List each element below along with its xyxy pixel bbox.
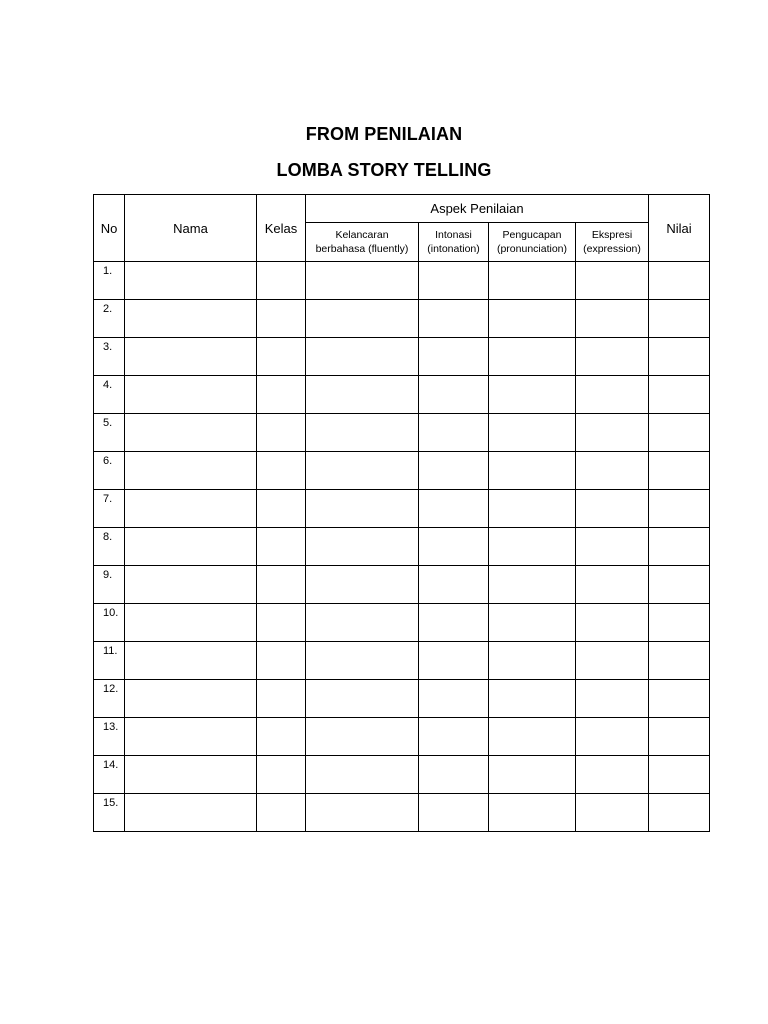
header-ekspresi — [576, 223, 649, 262]
pengucapan-cell[interactable] — [489, 566, 576, 604]
nama-cell[interactable] — [125, 642, 257, 680]
kelas-cell[interactable] — [257, 642, 306, 680]
kelancaran-cell[interactable] — [306, 756, 419, 794]
kelas-cell[interactable] — [257, 376, 306, 414]
table-row — [94, 680, 710, 718]
header-aspek-penilaian: Aspek Penilaian — [306, 195, 649, 223]
nama-cell[interactable] — [125, 414, 257, 452]
kelas-cell[interactable] — [257, 604, 306, 642]
header-pengucapan-line2: (pronunciation) — [496, 243, 568, 255]
row-number: 7. — [94, 490, 125, 528]
kelancaran-cell[interactable] — [306, 794, 419, 832]
pengucapan-cell[interactable] — [489, 300, 576, 338]
kelas-cell[interactable] — [257, 452, 306, 490]
intonasi-cell[interactable] — [419, 756, 489, 794]
header-ekspresi-line1: Ekspresi — [591, 229, 633, 241]
table-row — [94, 756, 710, 794]
intonasi-cell[interactable] — [419, 566, 489, 604]
table-row — [94, 452, 710, 490]
intonasi-cell[interactable] — [419, 300, 489, 338]
kelancaran-cell[interactable] — [306, 642, 419, 680]
nilai-cell[interactable] — [649, 680, 710, 718]
kelancaran-cell[interactable] — [306, 566, 419, 604]
pengucapan-cell[interactable] — [489, 452, 576, 490]
ekspresi-cell[interactable] — [576, 414, 649, 452]
header-kelancaran — [306, 223, 419, 262]
nilai-cell[interactable] — [649, 452, 710, 490]
form-title: FROM PENILAIAN — [305, 124, 463, 144]
nama-cell[interactable] — [125, 756, 257, 794]
nama-cell[interactable] — [125, 604, 257, 642]
header-nama: Nama — [125, 195, 257, 262]
pengucapan-cell[interactable] — [489, 680, 576, 718]
intonasi-cell[interactable] — [419, 604, 489, 642]
ekspresi-cell[interactable] — [576, 642, 649, 680]
nama-cell[interactable] — [125, 528, 257, 566]
ekspresi-cell[interactable] — [576, 604, 649, 642]
row-number: 10. — [94, 604, 125, 642]
table-row — [94, 528, 710, 566]
pengucapan-cell[interactable] — [489, 756, 576, 794]
kelas-cell[interactable] — [257, 490, 306, 528]
table-row — [94, 338, 710, 376]
nama-cell[interactable] — [125, 718, 257, 756]
table-row — [94, 642, 710, 680]
nilai-cell[interactable] — [649, 262, 710, 300]
table-row — [94, 490, 710, 528]
ekspresi-cell[interactable] — [576, 376, 649, 414]
ekspresi-cell[interactable] — [576, 680, 649, 718]
nama-cell[interactable] — [125, 566, 257, 604]
ekspresi-cell[interactable] — [576, 490, 649, 528]
table-row — [94, 414, 710, 452]
ekspresi-cell[interactable] — [576, 300, 649, 338]
kelas-cell[interactable] — [257, 680, 306, 718]
intonasi-cell[interactable] — [419, 376, 489, 414]
pengucapan-cell[interactable] — [489, 718, 576, 756]
nilai-cell[interactable] — [649, 414, 710, 452]
kelas-cell[interactable] — [257, 756, 306, 794]
row-number: 12. — [94, 680, 125, 718]
header-nilai: Nilai — [649, 195, 710, 262]
header-intonasi-line2: (intonation) — [427, 243, 480, 255]
kelas-cell[interactable] — [257, 338, 306, 376]
kelancaran-cell[interactable] — [306, 604, 419, 642]
nilai-cell[interactable] — [649, 604, 710, 642]
table-row — [94, 604, 710, 642]
nama-cell[interactable] — [125, 300, 257, 338]
row-number: 15. — [94, 794, 125, 832]
header-intonasi — [419, 223, 489, 262]
kelancaran-cell[interactable] — [306, 376, 419, 414]
row-number: 13. — [94, 718, 125, 756]
table-row — [94, 300, 710, 338]
intonasi-cell[interactable] — [419, 642, 489, 680]
row-number: 5. — [94, 414, 125, 452]
header-ekspresi-line2: (expression) — [583, 243, 641, 255]
intonasi-cell[interactable] — [419, 338, 489, 376]
kelancaran-cell[interactable] — [306, 300, 419, 338]
pengucapan-cell[interactable] — [489, 414, 576, 452]
kelas-cell[interactable] — [257, 262, 306, 300]
pengucapan-cell[interactable] — [489, 794, 576, 832]
header-kelancaran-line2: berbahasa (fluently) — [315, 243, 409, 255]
nilai-cell[interactable] — [649, 642, 710, 680]
pengucapan-cell[interactable] — [489, 528, 576, 566]
table-row — [94, 718, 710, 756]
ekspresi-cell[interactable] — [576, 338, 649, 376]
nilai-cell[interactable] — [649, 376, 710, 414]
nilai-cell[interactable] — [649, 490, 710, 528]
intonasi-cell[interactable] — [419, 718, 489, 756]
ekspresi-cell[interactable] — [576, 566, 649, 604]
nama-cell[interactable] — [125, 262, 257, 300]
header-kelas: Kelas — [257, 195, 306, 262]
pengucapan-cell[interactable] — [489, 490, 576, 528]
row-number: 2. — [94, 300, 125, 338]
kelas-cell[interactable] — [257, 566, 306, 604]
row-number: 4. — [94, 376, 125, 414]
intonasi-cell[interactable] — [419, 414, 489, 452]
ekspresi-cell[interactable] — [576, 718, 649, 756]
table-row — [94, 794, 710, 832]
header-kelancaran-line1: Kelancaran — [335, 229, 389, 241]
table-row — [94, 262, 710, 300]
pengucapan-cell[interactable] — [489, 338, 576, 376]
header-pengucapan — [489, 223, 576, 262]
intonasi-cell[interactable] — [419, 452, 489, 490]
kelancaran-cell[interactable] — [306, 338, 419, 376]
header-intonasi-line1: Intonasi — [435, 229, 472, 241]
form-subtitle: LOMBA STORY TELLING — [276, 160, 492, 180]
row-number: 1. — [94, 262, 125, 300]
row-number: 11. — [94, 642, 125, 680]
intonasi-cell[interactable] — [419, 490, 489, 528]
pengucapan-cell[interactable] — [489, 642, 576, 680]
intonasi-cell[interactable] — [419, 794, 489, 832]
nilai-cell[interactable] — [649, 718, 710, 756]
kelancaran-cell[interactable] — [306, 414, 419, 452]
kelas-cell[interactable] — [257, 300, 306, 338]
nama-cell[interactable] — [125, 338, 257, 376]
kelas-cell[interactable] — [257, 718, 306, 756]
kelancaran-cell[interactable] — [306, 718, 419, 756]
intonasi-cell[interactable] — [419, 528, 489, 566]
kelas-cell[interactable] — [257, 794, 306, 832]
nilai-cell[interactable] — [649, 756, 710, 794]
nama-cell[interactable] — [125, 794, 257, 832]
kelancaran-cell[interactable] — [306, 262, 419, 300]
pengucapan-cell[interactable] — [489, 262, 576, 300]
nilai-cell[interactable] — [649, 528, 710, 566]
ekspresi-cell[interactable] — [576, 756, 649, 794]
nilai-cell[interactable] — [649, 338, 710, 376]
assessment-table — [93, 194, 710, 832]
kelancaran-cell[interactable] — [306, 452, 419, 490]
ekspresi-cell[interactable] — [576, 262, 649, 300]
nilai-cell[interactable] — [649, 566, 710, 604]
row-number: 9. — [94, 566, 125, 604]
kelancaran-cell[interactable] — [306, 680, 419, 718]
kelancaran-cell[interactable] — [306, 528, 419, 566]
nama-cell[interactable] — [125, 680, 257, 718]
row-number: 3. — [94, 338, 125, 376]
row-number: 8. — [94, 528, 125, 566]
nilai-cell[interactable] — [649, 300, 710, 338]
nilai-cell[interactable] — [649, 794, 710, 832]
row-number: 14. — [94, 756, 125, 794]
table-row — [94, 566, 710, 604]
kelas-cell[interactable] — [257, 528, 306, 566]
header-no: No — [94, 195, 125, 262]
row-number: 6. — [94, 452, 125, 490]
pengucapan-cell[interactable] — [489, 604, 576, 642]
kelas-cell[interactable] — [257, 414, 306, 452]
nama-cell[interactable] — [125, 490, 257, 528]
intonasi-cell[interactable] — [419, 262, 489, 300]
ekspresi-cell[interactable] — [576, 452, 649, 490]
header-pengucapan-line1: Pengucapan — [502, 229, 562, 241]
kelancaran-cell[interactable] — [306, 490, 419, 528]
intonasi-cell[interactable] — [419, 680, 489, 718]
ekspresi-cell[interactable] — [576, 528, 649, 566]
nama-cell[interactable] — [125, 452, 257, 490]
table-row — [94, 376, 710, 414]
nama-cell[interactable] — [125, 376, 257, 414]
ekspresi-cell[interactable] — [576, 794, 649, 832]
pengucapan-cell[interactable] — [489, 376, 576, 414]
